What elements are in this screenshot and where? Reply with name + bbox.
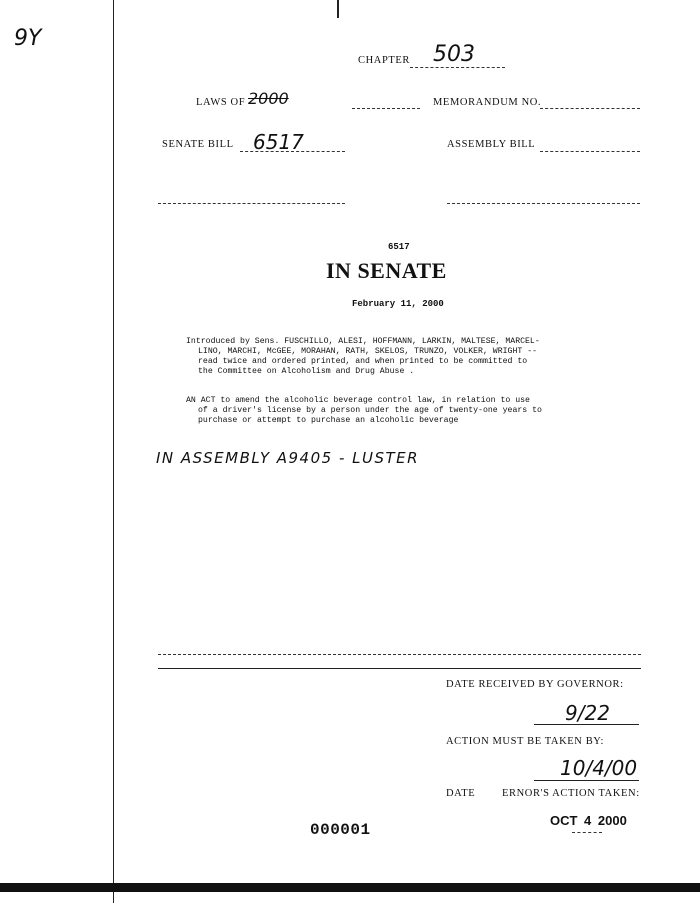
chapter-label: CHAPTER <box>358 55 411 66</box>
memorandum-line <box>540 108 640 109</box>
senate-bill-line <box>240 151 345 152</box>
blank-line-right <box>447 203 640 204</box>
bill-number: 6517 <box>388 242 410 252</box>
date-received-label: DATE RECEIVED BY GOVERNOR: <box>446 679 624 690</box>
introduced-paragraph <box>186 337 540 377</box>
governor-action-label: ERNOR'S ACTION TAKEN: <box>502 788 640 799</box>
introduced-line: read twice and ordered printed, and when printed to be committed to <box>198 357 528 366</box>
senate-bill-label: SENATE BILL <box>162 139 234 150</box>
introduced-line: Introduced by Sens. FUSCHILLO, ALESI, HOFFMANN, LARKIN, MALTESE, MARCEL- <box>186 337 540 346</box>
margin-note: 9Y <box>14 26 42 51</box>
chapter-line <box>410 67 505 68</box>
bill-house-title: IN SENATE <box>326 258 447 283</box>
page-number: 000001 <box>310 821 371 839</box>
laws-of-label: LAWS OF <box>196 97 246 108</box>
chapter-value: 503 <box>433 42 475 67</box>
act-paragraph <box>186 396 542 426</box>
memorandum-label: MEMORANDUM NO. <box>433 97 542 108</box>
date-received-value: 9/22 <box>565 701 610 725</box>
introduced-line: LINO, MARCHI, McGEE, MORAHAN, RATH, SKELOS, TRUNZO, VOLKER, WRIGHT -- <box>198 347 538 356</box>
action-by-line <box>534 780 639 781</box>
laws-line <box>352 108 420 109</box>
action-taken-stamp: OCT 4 2000 <box>550 813 627 828</box>
assembly-bill-label: ASSEMBLY BILL <box>447 139 536 150</box>
bottom-scan-band <box>0 883 700 892</box>
handwritten-assembly-note: IN ASSEMBLY A9405 - LUSTER <box>156 449 420 467</box>
action-by-value: 10/4/00 <box>560 756 638 780</box>
blank-line-left <box>158 203 345 204</box>
laws-of-value: 2000 <box>248 89 289 108</box>
act-line: purchase or attempt to purchase an alcoholic beverage <box>198 416 459 425</box>
introduced-line: the Committee on Alcoholism and Drug Abuse . <box>198 367 415 376</box>
act-line: of a driver's license by a person under the age of twenty-one years to <box>198 406 542 415</box>
lower-dashed-rule <box>158 654 641 655</box>
senate-bill-value: 6517 <box>253 130 304 154</box>
left-margin-line <box>113 0 114 903</box>
assembly-bill-line <box>540 151 640 152</box>
lower-solid-rule <box>158 668 641 669</box>
date-label: DATE <box>446 788 476 799</box>
act-line: AN ACT to amend the alcoholic beverage control law, in relation to use <box>186 396 530 405</box>
bill-date: February 11, 2000 <box>352 299 444 309</box>
date-received-line <box>534 724 639 725</box>
top-tick-mark <box>337 0 339 18</box>
action-by-label: ACTION MUST BE TAKEN BY: <box>446 736 605 747</box>
action-taken-line <box>572 832 602 833</box>
